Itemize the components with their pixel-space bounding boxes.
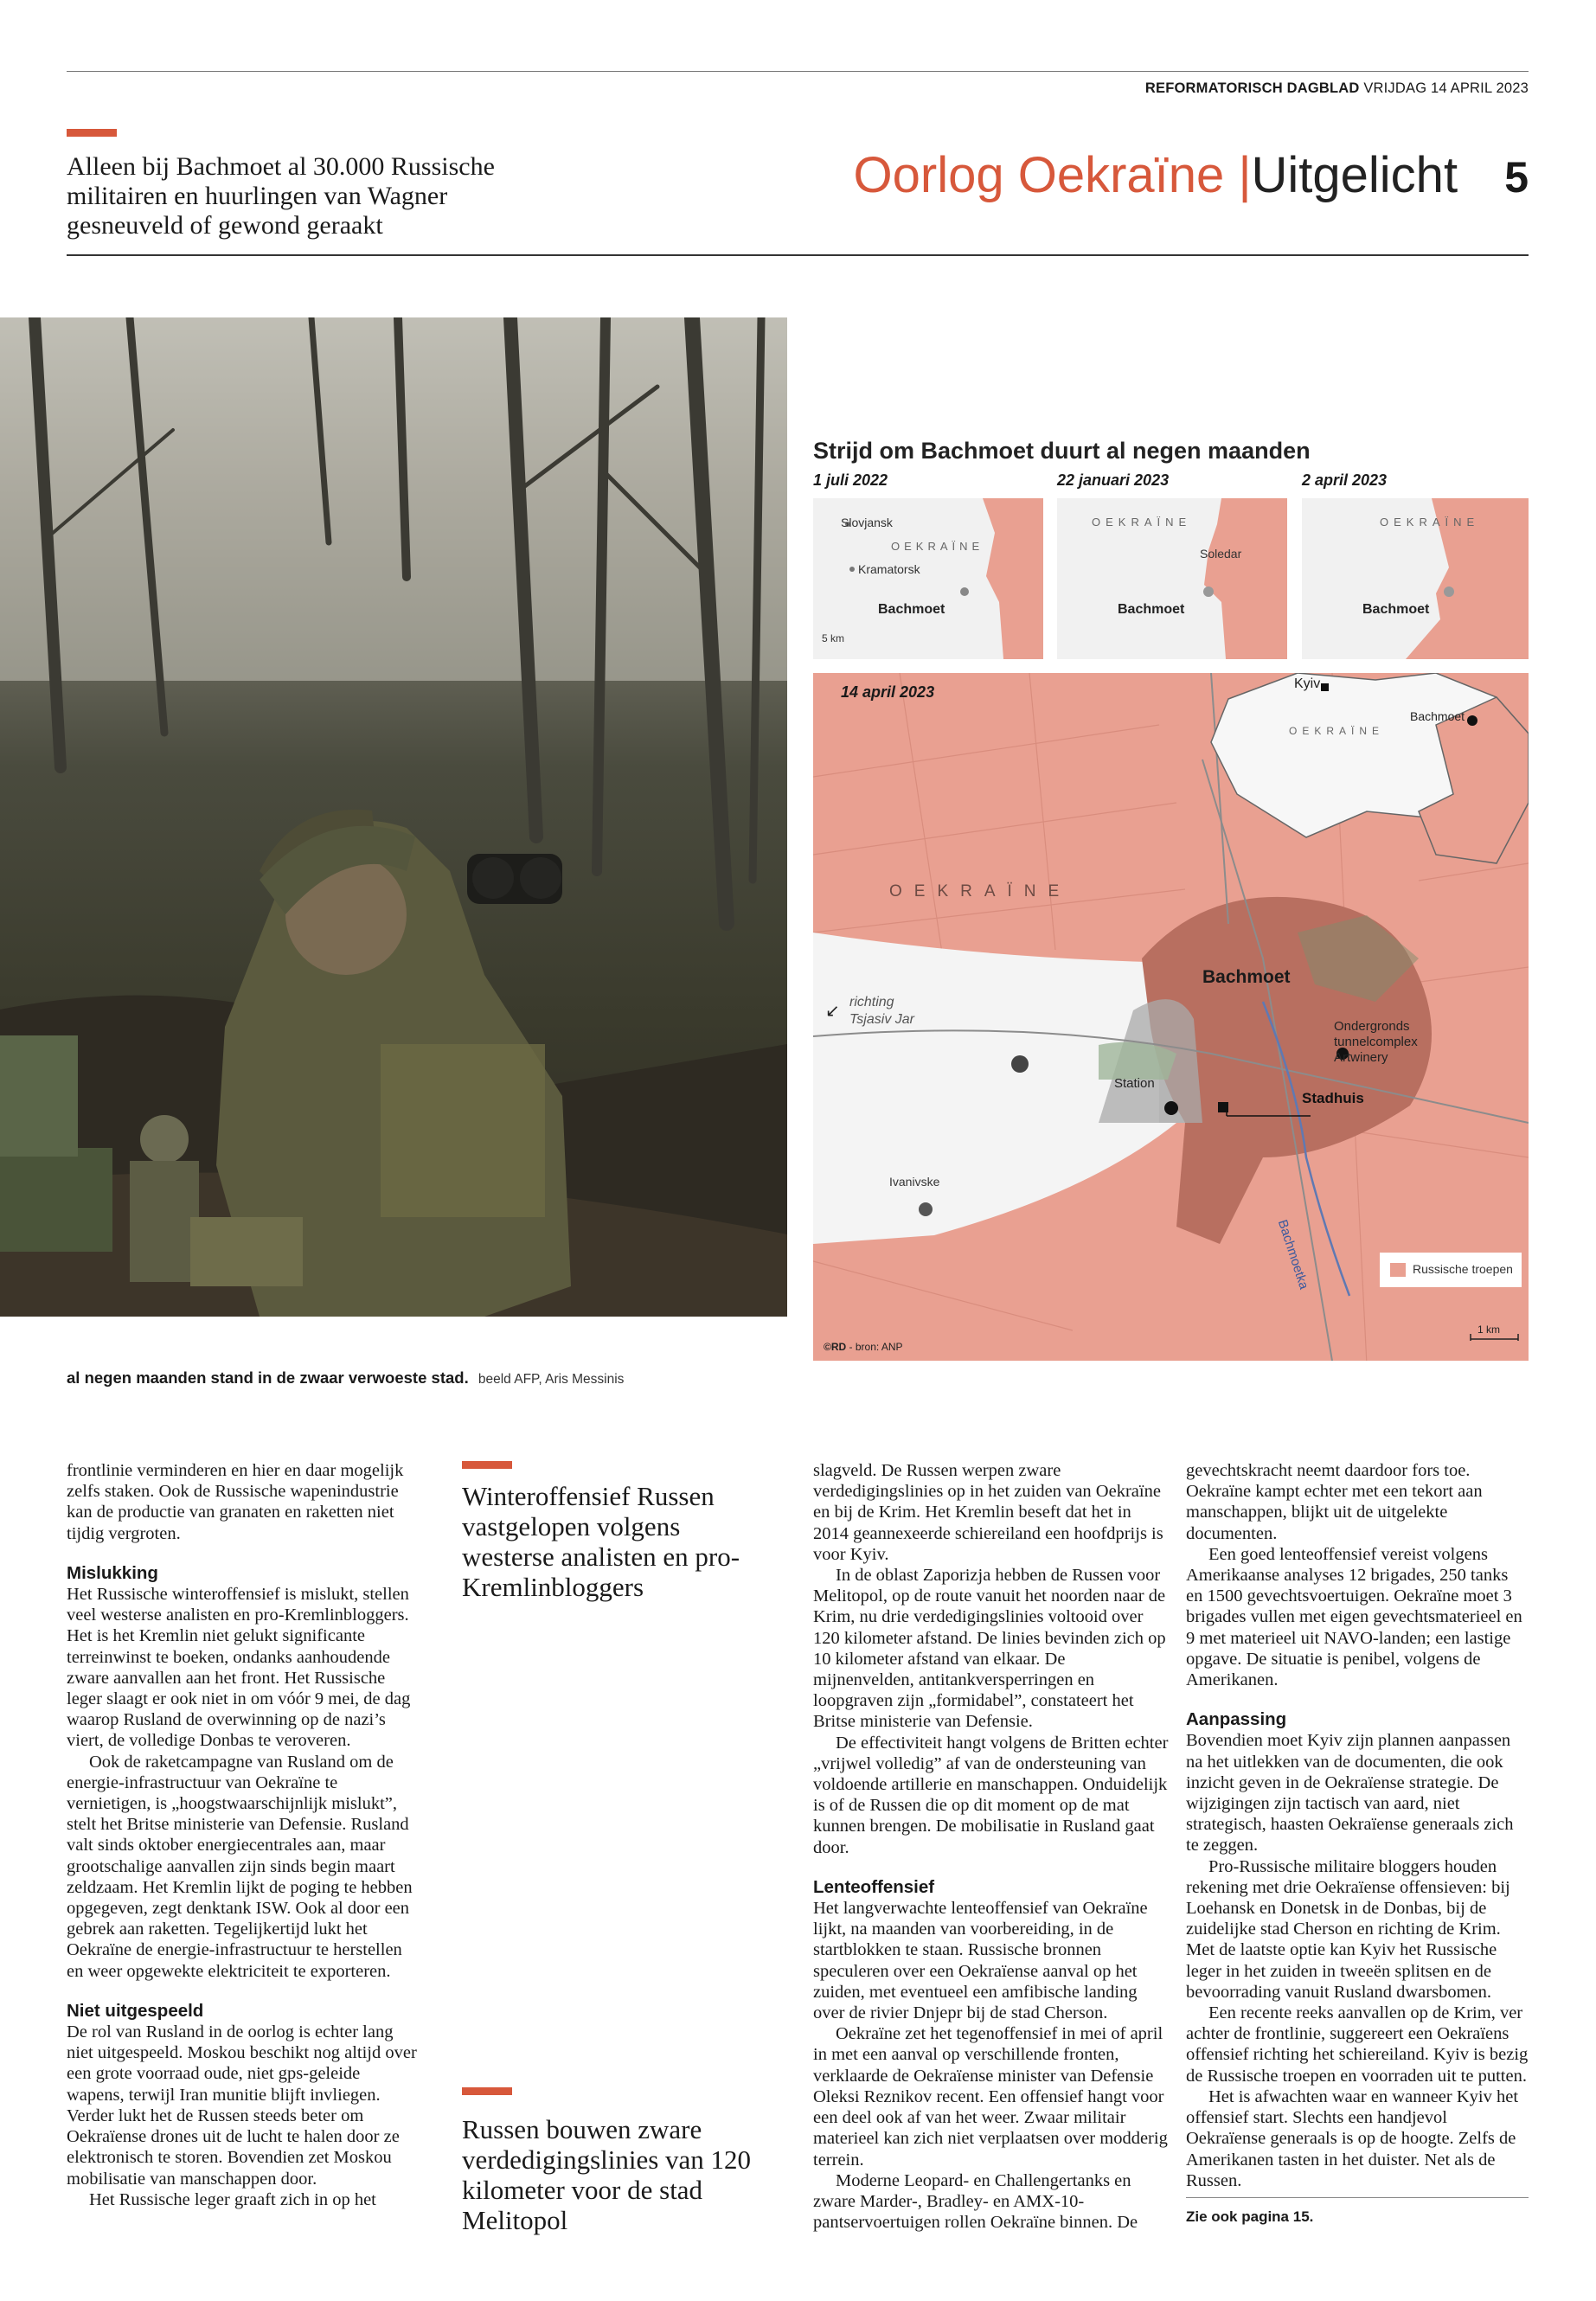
col3-para: slagveld. De Russen werpen zware verdedigingslinies op in het zuiden van Oekraïne en bij de Krim. Het Kremlin beseft dat het in 2014 geannexeerde schiereiland een hoofdprijs is voor Kyiv. [813, 1461, 1163, 1564]
see-also-rule [1186, 2197, 1529, 2198]
panel-3-country: OEKRAÏNE [1380, 516, 1480, 529]
map-credit [824, 1341, 903, 1353]
header-rule [67, 254, 1529, 256]
map-title: Strijd om Bachmoet duurt al negen maanden [813, 438, 1311, 464]
map-panel-1 [813, 498, 1043, 659]
panel-3-date: 2 april 2023 [1302, 471, 1388, 489]
station-label: Station [1114, 1076, 1155, 1091]
tunnel-label-3: Artwinery [1334, 1050, 1388, 1065]
panel-3-bachmoet: Bachmoet [1362, 602, 1430, 617]
news-photo [0, 317, 787, 1317]
panel-1-date: 1 juli 2022 [813, 471, 888, 489]
map-panel-3 [1302, 498, 1529, 659]
paper-name: REFORMATORISCH DAGBLAD [1144, 80, 1360, 96]
pullquote-1: Winteroffensief Russen vastgelopen volgens westerse analisten en pro-Kremlinbloggers [462, 1481, 740, 1602]
col3-heading: Lenteoffensief [813, 1876, 935, 1897]
legend-label: Russische troepen [1413, 1262, 1513, 1276]
panel-2-country: OEKRAÏNE [1092, 516, 1192, 529]
top-rule [67, 71, 1529, 72]
col1-heading: Niet uitgespeeld [67, 2000, 204, 2021]
col4-para: Het is afwachten waar en wanneer Kyiv het offensief start. Slechts een handjevol Oekraïense generaals is op de hoogte. Zelfs de Amerikanen tasten in het duister. Net als de Russen. [1186, 2086, 1519, 2190]
article-col-1 [67, 1460, 421, 2210]
direction-arrow-icon: ↙ [825, 1002, 840, 1021]
river-label: Bachmoetka [1274, 1218, 1311, 1292]
village-label: Ivanivske [889, 1175, 940, 1189]
townhall-label: Stadhuis [1302, 1090, 1364, 1106]
legend-swatch [1390, 1263, 1406, 1277]
panel-1-country: OEKRAÏNE [891, 540, 984, 553]
intro-accent [67, 129, 117, 137]
inset-country: OEKRAÏNE [1289, 725, 1385, 737]
col3-para: Het langverwachte lenteoffensief van Oekraïne lijkt, na maanden van voorbereiding, in de startblokken te staan. Russische bronnen speculeren over een Oekraïense aanval op het zuiden, met eventueel een amfibische landing over de rivier Dnjepr bij de stad Cherson. [813, 1899, 1148, 2023]
inset-kyiv: Kyiv [1294, 676, 1321, 691]
col3-para: Moderne Leopard- en Challengertanks en zware Marder-, Bradley- en AMX-10-pantservoertuigen rollen Oekraïne binnen. De [813, 2170, 1138, 2233]
col1-heading: Mislukking [67, 1562, 158, 1583]
main-map-date: 14 april 2023 [841, 683, 935, 701]
col1-para: De rol van Rusland in de oorlog is echter lang niet uitgespeeld. Moskou beschikt nog altijd over een grote voorraad oude, niet gps-geleide wapens, terwijl Iran munitie blijft invliegen. Verder lukt het de Russen steeds beter om Oekraïense drones uit de lucht te halen door ze elektronisch te storen. Bovendien zet Moskou mobilisatie van manschappen door. [67, 2022, 417, 2189]
col4-para: gevechtskracht neemt daardoor fors toe. Oekraïne kampt echter met een tekort aan manschappen, blijkt uit de uitgelekte documenten. [1186, 1461, 1483, 1543]
pullquote-1-accent [462, 1461, 512, 1469]
panel-1-scale: 5 km [822, 632, 845, 644]
masthead [1145, 80, 1529, 97]
panel-2-soledar: Soledar [1200, 547, 1242, 561]
see-also: Zie ook pagina 15. [1186, 2208, 1314, 2225]
col4-para: Pro-Russische militaire bloggers houden rekening met drie Oekraïense offensieven: bij Loehansk en Donetsk in de Donbas, bij de zuidelijke stad Cherson en richting de Krim. Met de laatste optie kan Kyiv het Russische leger in het zuiden in tweeën splitsen en de bevoorrading vanuit Rusland dwarsbomen. [1186, 1856, 1510, 2002]
direction-line-2: Tsjasiv Jar [849, 1012, 914, 1027]
section-separator: | [1238, 147, 1252, 203]
inset-bachmoet: Bachmoet [1410, 709, 1465, 723]
col4-para: Bovendien moet Kyiv zijn plannen aanpassen na het uitlekken van de documenten, die ook inzicht geven in de Oekraïense strategie. De wijzigingen zijn tactisch van aard, niet strategisch, haasten Oekraïense generaals zich te zeggen. [1186, 1731, 1514, 1856]
header-intro: Alleen bij Bachmoet al 30.000 Russische militairen en huurlingen van Wagner gesneuveld of gewond geraakt [67, 152, 495, 240]
panel-1-slovjansk: Slovjansk [841, 516, 893, 529]
map-panel-2 [1057, 498, 1287, 659]
photo-caption [67, 1368, 624, 1388]
article-col-4 [1186, 1460, 1529, 2191]
col1-para: Het Russische leger graaft zich in op het [89, 2189, 376, 2209]
section-subtitle: Uitgelicht [1251, 147, 1458, 203]
main-map-country: OEKRAÏNE [889, 882, 1072, 901]
panel-2-date: 22 januari 2023 [1057, 471, 1170, 489]
col3-para: In de oblast Zaporizja hebben de Russen voor Melitopol, op de route vanuit het noorden naar de Krim, nu drie verdedigingslinies voltooid over 120 kilometer afstand. De linies bevinden zich op 10 kilometer afstand van elkaar. De mijnenvelden, antitankversperringen en loopgraven zijn „formidabel”, constateert het Britse ministerie van Defensie. [813, 1566, 1166, 1732]
panel-1-kramatorsk: Kramatorsk [858, 562, 920, 576]
direction-line-1: richting [849, 995, 894, 1009]
col1-para: Het Russische winteroffensief is mislukt, stellen veel westerse analisten en pro-Kremlinbloggers. Het is het Kremlin niet gelukt significante terreinwinst te boeken, ondanks aanhoudende zware aanvallen aan het front. Het Russische leger slaagt er ook niet in om vóór 9 mei, de dag waarop Rusland de overwinning op de nazi’s viert, de volledige Donbas te veroveren. [67, 1585, 411, 1751]
col1-para: Ook de raketcampagne van Rusland om de energie-infrastructuur van Oekraïne te vernietigen, is „hoogstwaarschijnlijk mislukt”, stelt het Britse ministerie van Defensie. Rusland valt sinds oktober energiecentrales aan, maar grootschalige aanvallen zijn sinds begin maart zeldzaam. Het Kremlin lijkt de poging te hebben opgegeven, zegt denktank ISW. Ook al door een gebrek aan raketten. Tegelijkertijd lukt het Oekraïne de energie-infrastructuur te herstellen en weer opgewekte elektriciteit te exporteren. [67, 1752, 413, 1981]
page-number: 5 [1504, 153, 1529, 202]
map-scale: 1 km [1477, 1324, 1501, 1336]
section-title: Oorlog Oekraïne [853, 147, 1225, 203]
col4-para: Een recente reeks aanvallen op de Krim, ver achter de frontlinie, suggereert een Oekraïens offensief richting het schiereiland. Kyiv is bezig de Russische troepen en voorraden uit te putten. [1186, 2003, 1529, 2086]
article-col-3 [813, 1460, 1170, 2233]
col3-para: Oekraïne zet het tegenoffensief in mei of april in met een aanval op verschillende fronten, verklaarde de Oekraïense minister van Defensie Oleksi Reznikov recent. Een offensief hangt voor een deel ook af van het weer. Zwaar militair materieel kan zich niet verplaatsen over modderig terrein. [813, 2024, 1168, 2170]
photo-credit: beeld AFP, Aris Messinis [478, 1372, 625, 1387]
soldier-photo-illustration [0, 317, 787, 1317]
panel-1-bachmoet: Bachmoet [878, 602, 945, 617]
pullquote-2: Russen bouwen zware verdedigingslinies van 120 kilometer voor de stad Melitopol [462, 2114, 752, 2235]
main-map [813, 673, 1529, 1361]
col3-para: De effectiviteit hangt volgens de Britten echter „vrijwel volledig” af van de ondersteuning van voldoende artillerie en manschappen. Onduidelijk is of de Russen die op dit moment op de mat kunnen brengen. De mobilisatie in Rusland gaat door. [813, 1733, 1169, 1857]
col1-para: frontlinie verminderen en hier en daar mogelijk zelfs staken. Ook de Russische wapenindustrie kan de productie van granaten en raketten niet tijdig vergroten. [67, 1461, 404, 1543]
section-header [854, 145, 1529, 208]
tunnel-label-2: tunnelcomplex [1334, 1035, 1418, 1049]
col4-para: Een goed lenteoffensief vereist volgens Amerikaanse analyses 12 brigades, 250 tanks en 1500 gevechtsvoertuigen. Oekraïne moet 3 brigades vullen met eigen gevechtsmaterieel en 9 met materieel uit NAVO-landen; een lastige opgave. De situatie is penibel, volgens de Amerikanen. [1186, 1544, 1522, 1690]
col4-heading: Aanpassing [1186, 1709, 1287, 1730]
map-source: - bron: ANP [846, 1341, 903, 1353]
main-map-city: Bachmoet [1202, 967, 1291, 987]
issue-date: VRIJDAG 14 APRIL 2023 [1363, 80, 1529, 96]
photo-caption-text: al negen maanden stand in de zwaar verwoeste stad. [67, 1368, 469, 1387]
tunnel-label-1: Ondergronds [1334, 1019, 1410, 1034]
map-legend [1380, 1253, 1522, 1287]
panel-2-bachmoet: Bachmoet [1118, 602, 1185, 617]
map-copyright: ©RD [824, 1341, 847, 1353]
pullquote-2-accent [462, 2087, 512, 2095]
